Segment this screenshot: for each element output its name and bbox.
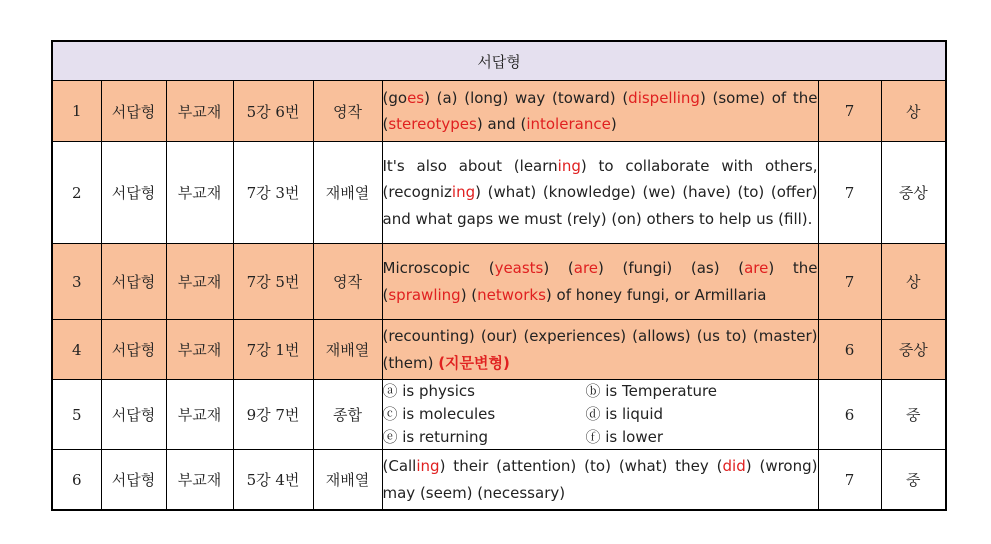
- row-number: 3: [52, 244, 101, 320]
- question-type: 서답형: [101, 81, 166, 142]
- option-f: ⓕ is lower: [585, 428, 664, 446]
- table-title: 서답형: [52, 41, 946, 81]
- points-value: 6: [818, 320, 881, 380]
- highlighted-text: dispelling: [628, 88, 700, 107]
- text-segment: (Call: [382, 457, 417, 475]
- points-value: 7: [818, 142, 881, 244]
- highlighted-text: es: [407, 88, 425, 107]
- difficulty-level: 상: [881, 81, 946, 142]
- highlighted-text: ing: [557, 156, 581, 175]
- text-segment: ) the (: [382, 259, 818, 304]
- source-book: 부교재: [166, 320, 233, 380]
- source-book: 부교재: [166, 450, 233, 511]
- question-category: 재배열: [313, 320, 382, 380]
- text-segment: ) and (: [476, 115, 527, 133]
- text-segment: (recounting) (our) (experiences) (allows) (us to) (master) (them): [382, 327, 818, 372]
- highlighted-text: stereotypes: [388, 115, 477, 133]
- lesson-ref: 7강 5번: [233, 244, 313, 320]
- lesson-ref: 7강 3번: [233, 142, 313, 244]
- highlighted-text: are: [573, 259, 599, 277]
- question-category: 재배열: [313, 142, 382, 244]
- highlighted-text: ing: [416, 457, 440, 475]
- question-category: 영작: [313, 81, 382, 142]
- option-c: ⓒ is molecules: [382, 405, 496, 423]
- question-type: 서답형: [101, 450, 166, 511]
- points-value: 7: [818, 450, 881, 511]
- option-b: ⓑ is Temperature: [585, 382, 718, 400]
- lesson-ref: 5강 6번: [233, 81, 313, 142]
- text-segment: It's also about (learn: [382, 156, 558, 175]
- table-row: [52, 81, 946, 142]
- row-number: 1: [52, 81, 101, 142]
- text-segment: ) (fungi) (as) (: [598, 259, 745, 277]
- highlighted-text: (지문변형): [438, 353, 510, 372]
- question-category: 재배열: [313, 450, 382, 511]
- highlighted-text: networks: [477, 285, 546, 304]
- text-segment: Microscopic (: [382, 259, 495, 277]
- option-e: ⓔ is returning: [382, 428, 489, 446]
- difficulty-level: 중: [881, 450, 946, 511]
- lesson-ref: 5강 4번: [233, 450, 313, 511]
- question-type: 서답형: [101, 320, 166, 380]
- row-number: 6: [52, 450, 101, 511]
- table-row: [52, 244, 946, 320]
- question-category: 종합: [313, 380, 382, 450]
- text-segment: ) (a) (long) way (toward) (: [424, 88, 629, 107]
- difficulty-level: 중상: [881, 142, 946, 244]
- highlighted-text: did: [722, 457, 746, 475]
- option-a: ⓐ is physics: [382, 382, 475, 400]
- answer-options: [382, 380, 818, 450]
- source-book: 부교재: [166, 142, 233, 244]
- question-text: [382, 450, 818, 511]
- question-text: [382, 320, 818, 380]
- highlighted-text: ing: [451, 183, 476, 202]
- table-row: [52, 450, 946, 511]
- highlighted-text: yeasts: [494, 259, 544, 277]
- text-segment: ): [610, 115, 617, 133]
- source-book: 부교재: [166, 380, 233, 450]
- table-row: [52, 142, 946, 244]
- points-value: 7: [818, 244, 881, 320]
- question-type: 서답형: [101, 244, 166, 320]
- source-book: 부교재: [166, 244, 233, 320]
- lesson-ref: 9강 7번: [233, 380, 313, 450]
- highlighted-text: sprawling: [388, 285, 461, 304]
- row-number: 4: [52, 320, 101, 380]
- text-segment: ) (: [460, 285, 478, 304]
- table-row: [52, 320, 946, 380]
- row-number: 2: [52, 142, 101, 244]
- highlighted-text: are: [744, 259, 769, 277]
- question-text: [382, 81, 818, 142]
- question-text: [382, 142, 818, 244]
- text-segment: ) to collaborate with others, (recogniz: [382, 156, 818, 202]
- option-d: ⓓ is liquid: [585, 405, 664, 423]
- table-row: [52, 380, 946, 450]
- row-number: 5: [52, 380, 101, 450]
- question-table: [51, 40, 947, 511]
- text-segment: ) (some) of the (: [382, 88, 818, 133]
- lesson-ref: 7강 1번: [233, 320, 313, 380]
- text-segment: ) of honey fungi, or Armillaria: [545, 285, 767, 304]
- question-type: 서답형: [101, 380, 166, 450]
- points-value: 6: [818, 380, 881, 450]
- text-segment: (go: [382, 88, 408, 107]
- points-value: 7: [818, 81, 881, 142]
- highlighted-text: intolerance: [526, 115, 611, 133]
- text-segment: ) (: [543, 259, 574, 277]
- difficulty-level: 중상: [881, 320, 946, 380]
- difficulty-level: 상: [881, 244, 946, 320]
- question-text: [382, 244, 818, 320]
- question-category: 영작: [313, 244, 382, 320]
- text-segment: ) (wrong) may (seem) (necessary): [382, 457, 818, 502]
- question-type: 서답형: [101, 142, 166, 244]
- source-book: 부교재: [166, 81, 233, 142]
- difficulty-level: 중: [881, 380, 946, 450]
- text-segment: ) (what) (knowledge) (we) (have) (to) (offer) and what gaps we must (rely) (on) others to help us (fill).: [382, 183, 818, 228]
- text-segment: ) their (attention) (to) (what) they (: [439, 457, 723, 475]
